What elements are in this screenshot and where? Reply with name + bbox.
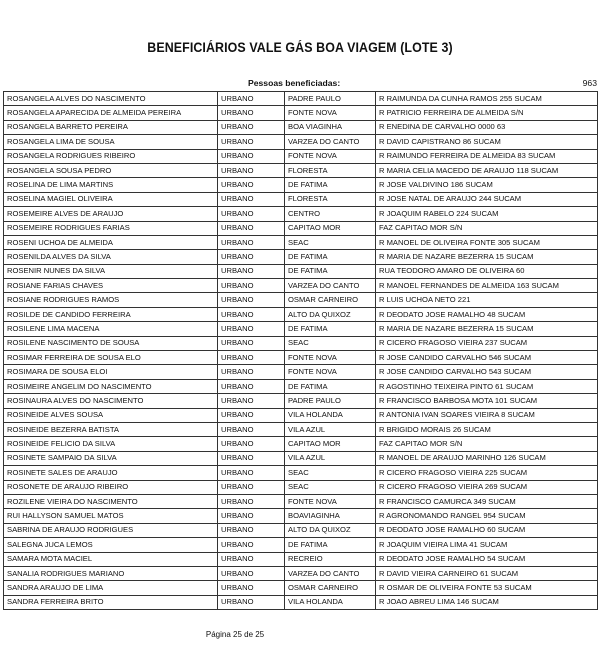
beneficiary-name-cell: ROSENI UCHOA DE ALMEIDA	[4, 235, 218, 249]
zone-cell: URBANO	[218, 293, 285, 307]
neighborhood-cell: DE FATIMA	[285, 322, 376, 336]
beneficiary-name-cell: ROSINEIDE BEZERRA BATISTA	[4, 422, 218, 436]
zone-cell: URBANO	[218, 509, 285, 523]
address-cell: R DEODATO JOSE RAMALHO 60 SUCAM	[376, 523, 598, 537]
table-row	[4, 178, 598, 192]
beneficiaries-table	[3, 91, 598, 610]
beneficiary-name-cell: ROSILENE NASCIMENTO DE SOUSA	[4, 336, 218, 350]
neighborhood-cell: SEAC	[285, 466, 376, 480]
neighborhood-cell: DE FATIMA	[285, 264, 376, 278]
address-cell: R MANOEL FERNANDES DE ALMEIDA 163 SUCAM	[376, 279, 598, 293]
address-cell: R DAVID CAPISTRANO 86 SUCAM	[376, 135, 598, 149]
table-row	[4, 595, 598, 609]
table-row	[4, 451, 598, 465]
address-cell: FAZ CAPITAO MOR S/N	[376, 437, 598, 451]
zone-cell: URBANO	[218, 92, 285, 106]
beneficiary-name-cell: ROSILENE LIMA MACENA	[4, 322, 218, 336]
table-row	[4, 250, 598, 264]
address-cell: R MARIA CELIA MACEDO DE ARAUJO 118 SUCAM	[376, 163, 598, 177]
zone-cell: URBANO	[218, 264, 285, 278]
zone-cell: URBANO	[218, 365, 285, 379]
neighborhood-cell: FONTE NOVA	[285, 494, 376, 508]
address-cell: R MANOEL DE OLIVEIRA FONTE 305 SUCAM	[376, 235, 598, 249]
neighborhood-cell: BOAVIAGINHA	[285, 509, 376, 523]
address-cell: R DAVID VIEIRA CARNEIRO 61 SUCAM	[376, 566, 598, 580]
beneficiary-name-cell: ROSANGELA BARRETO PEREIRA	[4, 120, 218, 134]
beneficiary-name-cell: ROSINETE SAMPAIO DA SILVA	[4, 451, 218, 465]
zone-cell: URBANO	[218, 322, 285, 336]
table-row	[4, 92, 598, 106]
address-cell: R CICERO FRAGOSO VIEIRA 237 SUCAM	[376, 336, 598, 350]
address-cell: RUA TEODORO AMARO DE OLIVEIRA 60	[376, 264, 598, 278]
address-cell: R OSMAR DE OLIVEIRA FONTE 53 SUCAM	[376, 581, 598, 595]
total-count: 963	[582, 78, 597, 88]
table-row	[4, 466, 598, 480]
neighborhood-cell: VILA AZUL	[285, 451, 376, 465]
table-row	[4, 307, 598, 321]
table-row	[4, 394, 598, 408]
neighborhood-cell: VILA HOLANDA	[285, 595, 376, 609]
table-row	[4, 293, 598, 307]
address-cell: R JOSE VALDIVINO 186 SUCAM	[376, 178, 598, 192]
neighborhood-cell: SEAC	[285, 235, 376, 249]
table-row	[4, 509, 598, 523]
zone-cell: URBANO	[218, 480, 285, 494]
beneficiary-name-cell: ROSIMARA DE SOUSA ELOI	[4, 365, 218, 379]
zone-cell: URBANO	[218, 466, 285, 480]
address-cell: R LUIS UCHOA NETO 221	[376, 293, 598, 307]
beneficiary-name-cell: SANALIA RODRIGUES MARIANO	[4, 566, 218, 580]
neighborhood-cell: OSMAR CARNEIRO	[285, 293, 376, 307]
beneficiary-name-cell: ROSANGELA LIMA DE SOUSA	[4, 135, 218, 149]
table-row	[4, 207, 598, 221]
table-row	[4, 351, 598, 365]
zone-cell: URBANO	[218, 178, 285, 192]
neighborhood-cell: DE FATIMA	[285, 379, 376, 393]
address-cell: R ANTONIA IVAN SOARES VIEIRA 8 SUCAM	[376, 408, 598, 422]
address-cell: R RAIMUNDA DA CUNHA RAMOS 255 SUCAM	[376, 92, 598, 106]
document-title: BENEFICIÁRIOS VALE GÁS BOA VIAGEM (LOTE 3)	[147, 40, 453, 55]
address-cell: R JOAQUIM RABELO 224 SUCAM	[376, 207, 598, 221]
beneficiary-name-cell: SABRINA DE ARAUJO RODRIGUES	[4, 523, 218, 537]
beneficiary-name-cell: ROSELINA MAGIEL OLIVEIRA	[4, 192, 218, 206]
neighborhood-cell: ALTO DA QUIXOZ	[285, 523, 376, 537]
table-row	[4, 581, 598, 595]
table-row	[4, 422, 598, 436]
table-row	[4, 235, 598, 249]
neighborhood-cell: FONTE NOVA	[285, 365, 376, 379]
zone-cell: URBANO	[218, 235, 285, 249]
table-row	[4, 523, 598, 537]
table-body	[4, 92, 598, 610]
table-row	[4, 149, 598, 163]
beneficiary-name-cell: ROZILENE VIEIRA DO NASCIMENTO	[4, 494, 218, 508]
beneficiary-name-cell: ROSIANE RODRIGUES RAMOS	[4, 293, 218, 307]
beneficiary-name-cell: ROSELINA DE LIMA MARTINS	[4, 178, 218, 192]
beneficiary-name-cell: ROSANGELA ALVES DO NASCIMENTO	[4, 92, 218, 106]
table-row	[4, 221, 598, 235]
beneficiary-name-cell: ROSEMEIRE ALVES DE ARAUJO	[4, 207, 218, 221]
neighborhood-cell: PADRE PAULO	[285, 92, 376, 106]
address-cell: R MARIA DE NAZARE BEZERRA 15 SUCAM	[376, 250, 598, 264]
neighborhood-cell: FLORESTA	[285, 163, 376, 177]
table-row	[4, 106, 598, 120]
table-row	[4, 365, 598, 379]
zone-cell: URBANO	[218, 494, 285, 508]
address-cell: R BRIGIDO MORAIS 26 SUCAM	[376, 422, 598, 436]
zone-cell: URBANO	[218, 149, 285, 163]
address-cell: R ENEDINA DE CARVALHO 0000 63	[376, 120, 598, 134]
address-cell: R JOAO ABREU LIMA 146 SUCAM	[376, 595, 598, 609]
neighborhood-cell: VARZEA DO CANTO	[285, 135, 376, 149]
neighborhood-cell: ALTO DA QUIXOZ	[285, 307, 376, 321]
neighborhood-cell: CAPITAO MOR	[285, 221, 376, 235]
table-row	[4, 408, 598, 422]
address-cell: R RAIMUNDO FERREIRA DE ALMEIDA 83 SUCAM	[376, 149, 598, 163]
neighborhood-cell: DE FATIMA	[285, 250, 376, 264]
zone-cell: URBANO	[218, 106, 285, 120]
zone-cell: URBANO	[218, 394, 285, 408]
table-row	[4, 566, 598, 580]
zone-cell: URBANO	[218, 566, 285, 580]
address-cell: R JOSE NATAL DE ARAUJO 244 SUCAM	[376, 192, 598, 206]
page-footer: Página 25 de 25	[205, 630, 265, 639]
zone-cell: URBANO	[218, 523, 285, 537]
table-row	[4, 437, 598, 451]
beneficiary-name-cell: ROSINEIDE FELICIO DA SILVA	[4, 437, 218, 451]
section-label: Pessoas beneficiadas:	[248, 78, 341, 88]
beneficiary-name-cell: ROSILDE DE CANDIDO FERREIRA	[4, 307, 218, 321]
table-row	[4, 264, 598, 278]
zone-cell: URBANO	[218, 595, 285, 609]
zone-cell: URBANO	[218, 538, 285, 552]
beneficiary-name-cell: ROSINETE SALES DE ARAUJO	[4, 466, 218, 480]
neighborhood-cell: OSMAR CARNEIRO	[285, 581, 376, 595]
address-cell: R DEODATO JOSE RAMALHO 48 SUCAM	[376, 307, 598, 321]
neighborhood-cell: DE FATIMA	[285, 538, 376, 552]
neighborhood-cell: VARZEA DO CANTO	[285, 566, 376, 580]
zone-cell: URBANO	[218, 207, 285, 221]
beneficiary-name-cell: ROSIANE FARIAS CHAVES	[4, 279, 218, 293]
neighborhood-cell: RECREIO	[285, 552, 376, 566]
address-cell: R FRANCISCO CAMURCA 349 SUCAM	[376, 494, 598, 508]
beneficiary-name-cell: ROSEMEIRE RODRIGUES FARIAS	[4, 221, 218, 235]
beneficiary-name-cell: RUI HALLYSON SAMUEL MATOS	[4, 509, 218, 523]
beneficiary-name-cell: SALEGNA JUCA LEMOS	[4, 538, 218, 552]
table-row	[4, 120, 598, 134]
beneficiary-name-cell: ROSANGELA APARECIDA DE ALMEIDA PEREIRA	[4, 106, 218, 120]
beneficiary-name-cell: ROSINEIDE ALVES SOUSA	[4, 408, 218, 422]
beneficiary-name-cell: SANDRA ARAUJO DE LIMA	[4, 581, 218, 595]
zone-cell: URBANO	[218, 221, 285, 235]
neighborhood-cell: FLORESTA	[285, 192, 376, 206]
beneficiary-name-cell: SAMARA MOTA MACIEL	[4, 552, 218, 566]
address-cell: R DEODATO JOSE RAMALHO 54 SUCAM	[376, 552, 598, 566]
address-cell: R CICERO FRAGOSO VIEIRA 225 SUCAM	[376, 466, 598, 480]
beneficiary-name-cell: ROSIMAR FERREIRA DE SOUSA ELO	[4, 351, 218, 365]
zone-cell: URBANO	[218, 135, 285, 149]
table-row	[4, 480, 598, 494]
zone-cell: URBANO	[218, 279, 285, 293]
beneficiary-name-cell: ROSINAURA ALVES DO NASCIMENTO	[4, 394, 218, 408]
neighborhood-cell: SEAC	[285, 336, 376, 350]
zone-cell: URBANO	[218, 192, 285, 206]
neighborhood-cell: BOA VIAGINHA	[285, 120, 376, 134]
table-row	[4, 336, 598, 350]
zone-cell: URBANO	[218, 351, 285, 365]
neighborhood-cell: FONTE NOVA	[285, 149, 376, 163]
address-cell: R PATRICIO FERREIRA DE ALMEIDA S/N	[376, 106, 598, 120]
neighborhood-cell: PADRE PAULO	[285, 394, 376, 408]
zone-cell: URBANO	[218, 379, 285, 393]
zone-cell: URBANO	[218, 422, 285, 436]
zone-cell: URBANO	[218, 437, 285, 451]
address-cell: R FRANCISCO BARBOSA MOTA 101 SUCAM	[376, 394, 598, 408]
neighborhood-cell: VILA HOLANDA	[285, 408, 376, 422]
table-row	[4, 163, 598, 177]
table-row	[4, 379, 598, 393]
address-cell: R AGRONOMANDO RANGEL 954 SUCAM	[376, 509, 598, 523]
beneficiary-name-cell: ROSANGELA SOUSA PEDRO	[4, 163, 218, 177]
zone-cell: URBANO	[218, 120, 285, 134]
zone-cell: URBANO	[218, 307, 285, 321]
zone-cell: URBANO	[218, 336, 285, 350]
table-row	[4, 135, 598, 149]
zone-cell: URBANO	[218, 250, 285, 264]
neighborhood-cell: FONTE NOVA	[285, 106, 376, 120]
beneficiary-name-cell: ROSIMEIRE ANGELIM DO NASCIMENTO	[4, 379, 218, 393]
beneficiary-name-cell: ROSONETE DE ARAUJO RIBEIRO	[4, 480, 218, 494]
address-cell: R JOSE CANDIDO CARVALHO 543 SUCAM	[376, 365, 598, 379]
neighborhood-cell: VARZEA DO CANTO	[285, 279, 376, 293]
table-row	[4, 279, 598, 293]
neighborhood-cell: SEAC	[285, 480, 376, 494]
neighborhood-cell: FONTE NOVA	[285, 351, 376, 365]
zone-cell: URBANO	[218, 552, 285, 566]
beneficiary-name-cell: SANDRA FERREIRA BRITO	[4, 595, 218, 609]
table-row	[4, 494, 598, 508]
beneficiary-name-cell: ROSENIR NUNES DA SILVA	[4, 264, 218, 278]
table-row	[4, 552, 598, 566]
address-cell: R MANOEL DE ARAUJO MARINHO 126 SUCAM	[376, 451, 598, 465]
zone-cell: URBANO	[218, 581, 285, 595]
address-cell: R JOAQUIM VIEIRA LIMA 41 SUCAM	[376, 538, 598, 552]
beneficiary-name-cell: ROSENILDA ALVES DA SILVA	[4, 250, 218, 264]
table-row	[4, 192, 598, 206]
address-cell: R CICERO FRAGOSO VIEIRA 269 SUCAM	[376, 480, 598, 494]
table-row	[4, 322, 598, 336]
neighborhood-cell: CAPITAO MOR	[285, 437, 376, 451]
beneficiary-name-cell: ROSANGELA RODRIGUES RIBEIRO	[4, 149, 218, 163]
neighborhood-cell: CENTRO	[285, 207, 376, 221]
address-cell: R AGOSTINHO TEIXEIRA PINTO 61 SUCAM	[376, 379, 598, 393]
list-header	[3, 78, 597, 91]
address-cell: R JOSE CANDIDO CARVALHO 546 SUCAM	[376, 351, 598, 365]
address-cell: R MARIA DE NAZARE BEZERRA 15 SUCAM	[376, 322, 598, 336]
neighborhood-cell: DE FATIMA	[285, 178, 376, 192]
zone-cell: URBANO	[218, 163, 285, 177]
zone-cell: URBANO	[218, 408, 285, 422]
table-row	[4, 538, 598, 552]
neighborhood-cell: VILA AZUL	[285, 422, 376, 436]
zone-cell: URBANO	[218, 451, 285, 465]
address-cell: FAZ CAPITAO MOR S/N	[376, 221, 598, 235]
